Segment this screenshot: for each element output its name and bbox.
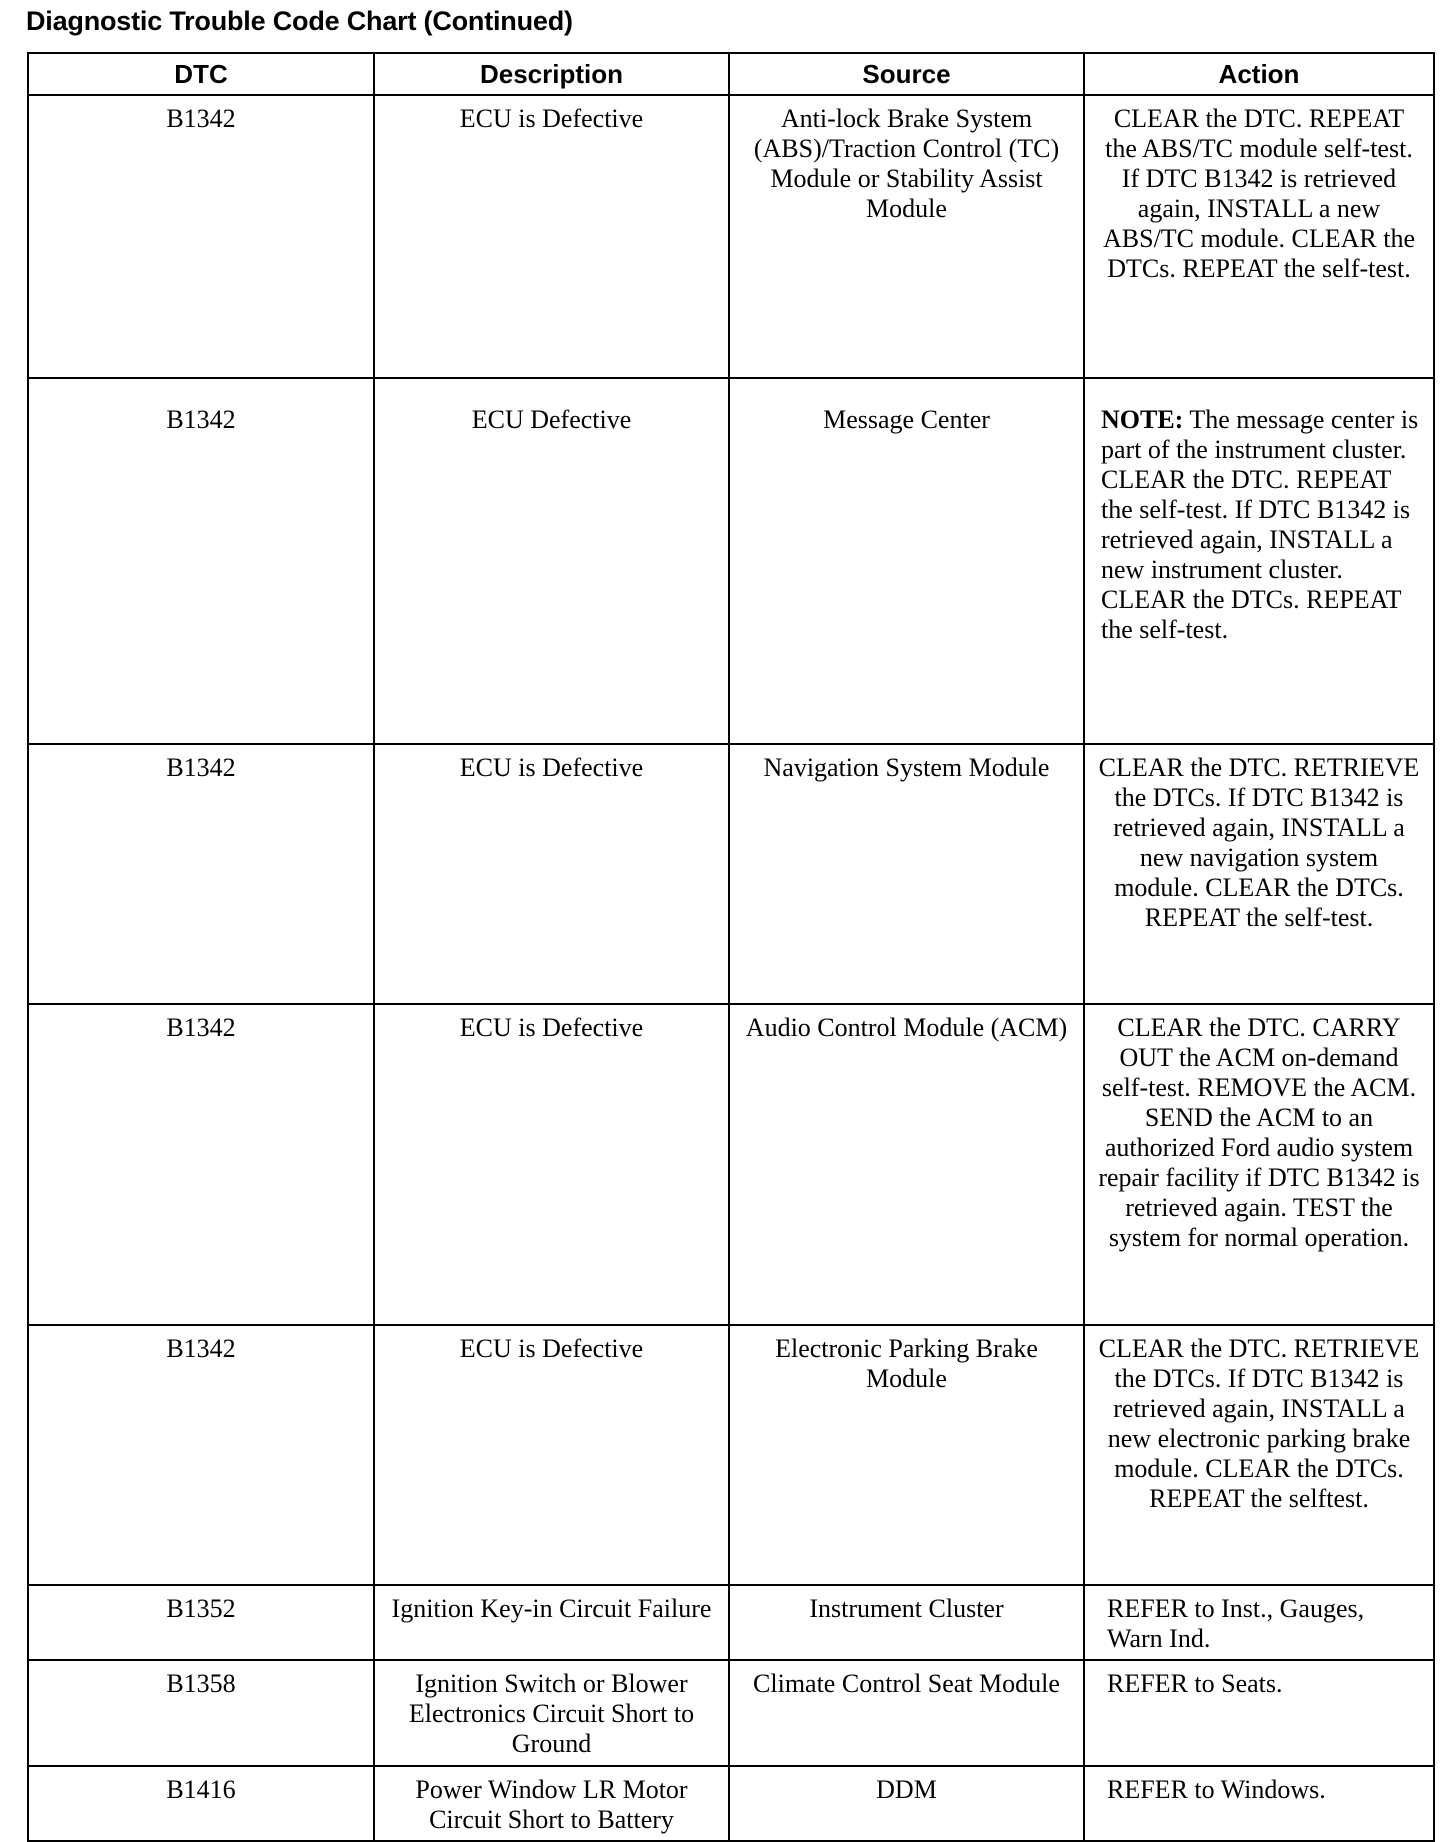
page-title: Diagnostic Trouble Code Chart (Continued) [26, 6, 573, 36]
description-cell: ECU is Defective [374, 95, 729, 378]
table-row [28, 1004, 1434, 1325]
action-cell: REFER to Seats. [1084, 1660, 1434, 1766]
table-header-row [28, 53, 1434, 95]
action-cell: REFER to Windows. [1084, 1766, 1434, 1841]
description-cell: ECU is Defective [374, 744, 729, 1004]
table-row [28, 744, 1434, 1004]
dtc-cell: B1342 [28, 95, 374, 378]
table-row [28, 1766, 1434, 1841]
table-row [28, 1325, 1434, 1585]
source-cell: Electronic Parking Brake Module [729, 1325, 1084, 1585]
action-text: The message center is part of the instrument cluster. CLEAR the DTC. REPEAT the self-test. If DTC B1342 is retrieved again, INSTALL a new instrument cluster. CLEAR the DTCs. REPEAT the self-test. [1101, 405, 1419, 644]
table-row [28, 378, 1434, 744]
dtc-table [27, 52, 1435, 1842]
source-cell: DDM [729, 1766, 1084, 1841]
dtc-cell: B1416 [28, 1766, 374, 1841]
action-cell: CLEAR the DTC. REPEAT the ABS/TC module self-test. If DTC B1342 is retrieved again, INSTALL a new ABS/TC module. CLEAR the DTCs. REPEAT the self-test. [1084, 95, 1434, 378]
column-header-dtc: DTC [28, 53, 374, 95]
dtc-cell: B1342 [28, 1325, 374, 1585]
table-row [28, 1585, 1434, 1660]
description-cell: Power Window LR Motor Circuit Short to Battery [374, 1766, 729, 1841]
source-cell: Instrument Cluster [729, 1585, 1084, 1660]
source-cell: Anti-lock Brake System (ABS)/Traction Control (TC) Module or Stability Assist Module [729, 95, 1084, 378]
action-cell: REFER to Inst., Gauges, Warn Ind. [1084, 1585, 1434, 1660]
dtc-cell: B1342 [28, 1004, 374, 1325]
action-cell: CLEAR the DTC. RETRIEVE the DTCs. If DTC B1342 is retrieved again, INSTALL a new navigation system module. CLEAR the DTCs. REPEAT the self-test. [1084, 744, 1434, 1004]
action-cell: CLEAR the DTC. CARRY OUT the ACM on-demand self-test. REMOVE the ACM. SEND the ACM to an authorized Ford audio system repair facility if DTC B1342 is retrieved again. TEST the system for normal operation. [1084, 1004, 1434, 1325]
table-row [28, 95, 1434, 378]
description-cell: Ignition Switch or Blower Electronics Circuit Short to Ground [374, 1660, 729, 1766]
dtc-cell: B1352 [28, 1585, 374, 1660]
dtc-cell: B1342 [28, 744, 374, 1004]
source-cell: Message Center [729, 378, 1084, 744]
action-cell: CLEAR the DTC. RETRIEVE the DTCs. If DTC B1342 is retrieved again, INSTALL a new electronic parking brake module. CLEAR the DTCs. REPEAT the selftest. [1084, 1325, 1434, 1585]
description-cell: Ignition Key-in Circuit Failure [374, 1585, 729, 1660]
source-cell: Audio Control Module (ACM) [729, 1004, 1084, 1325]
note-label: NOTE: [1101, 405, 1184, 434]
description-cell: ECU is Defective [374, 1325, 729, 1585]
description-cell: ECU is Defective [374, 1004, 729, 1325]
action-cell [1084, 378, 1434, 744]
source-cell: Navigation System Module [729, 744, 1084, 1004]
dtc-cell: B1358 [28, 1660, 374, 1766]
source-cell: Climate Control Seat Module [729, 1660, 1084, 1766]
table-row [28, 1660, 1434, 1766]
column-header-action: Action [1084, 53, 1434, 95]
dtc-cell: B1342 [28, 378, 374, 744]
column-header-description: Description [374, 53, 729, 95]
description-cell: ECU Defective [374, 378, 729, 744]
column-header-source: Source [729, 53, 1084, 95]
